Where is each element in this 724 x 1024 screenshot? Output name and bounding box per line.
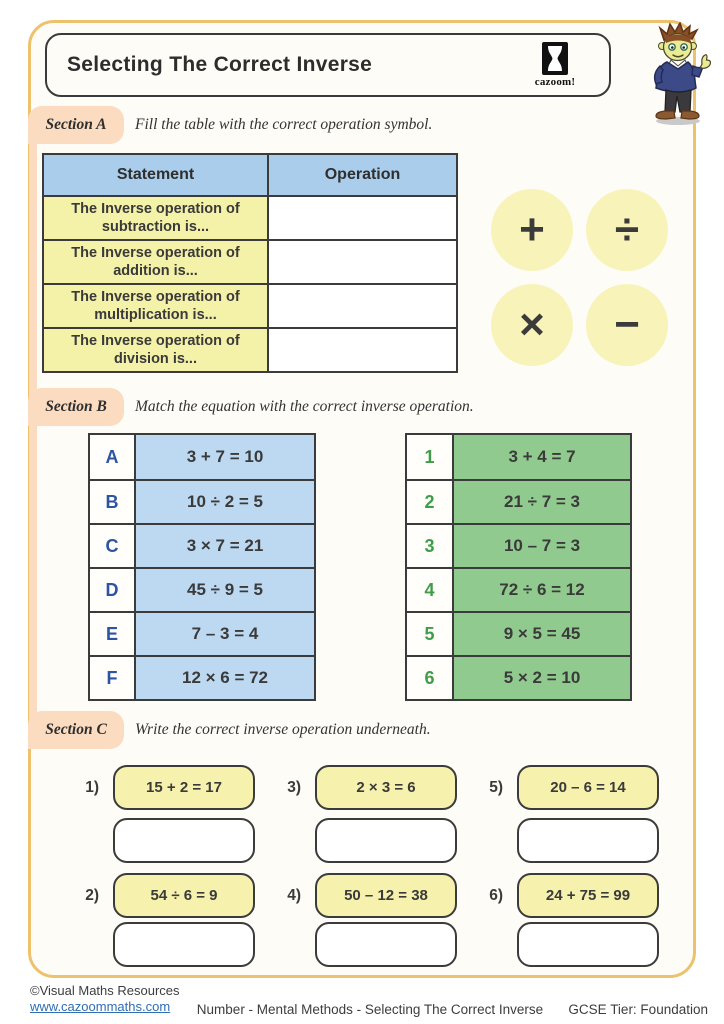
statement-line: The Inverse operation of	[71, 333, 240, 349]
equation-box: 20 – 6 = 14	[517, 765, 659, 810]
equation-row	[407, 435, 630, 479]
statement-line: The Inverse operation of	[71, 245, 240, 261]
equation-text: 45 ÷ 9 = 5	[136, 569, 314, 611]
statement-line: addition is...	[113, 263, 198, 279]
answer-box[interactable]	[113, 922, 255, 967]
row-number: 4	[407, 569, 454, 611]
equation-text: 10 ÷ 2 = 5	[136, 481, 314, 523]
item-number: 5)	[489, 779, 503, 796]
section-b-instruction: Match the equation with the correct inverse operation.	[135, 398, 474, 415]
statement-line: multiplication is...	[94, 307, 217, 323]
equation-text: 3 × 7 = 21	[136, 525, 314, 567]
title-box	[45, 33, 611, 97]
cazoom-logo	[525, 42, 585, 88]
row-number: 3	[407, 525, 454, 567]
section-b-label: Section B	[28, 388, 124, 426]
equation-text: 21 ÷ 7 = 3	[454, 481, 630, 523]
equation-box: 54 ÷ 6 = 9	[113, 873, 255, 918]
equation-row	[90, 479, 314, 523]
statement-cell	[44, 241, 269, 283]
row-number: 6	[407, 657, 454, 699]
equation-text: 5 × 2 = 10	[454, 657, 630, 699]
equation-row	[90, 523, 314, 567]
row-letter: E	[90, 613, 136, 655]
row-number: 2	[407, 481, 454, 523]
website-link[interactable]: www.cazoommaths.com	[30, 999, 171, 1014]
cazoom-hourglass-icon	[542, 42, 568, 75]
row-letter: F	[90, 657, 136, 699]
equation-row	[90, 435, 314, 479]
cazoom-logo-text: cazoom!	[534, 76, 576, 88]
item-number: 6)	[489, 887, 503, 904]
table-row	[44, 195, 456, 239]
equation-text: 7 – 3 = 4	[136, 613, 314, 655]
equation-row	[407, 611, 630, 655]
operation-table-header	[44, 155, 456, 195]
section-c-instruction: Write the correct inverse operation underneath.	[135, 721, 431, 738]
equation-text: 3 + 7 = 10	[136, 435, 314, 479]
answer-box[interactable]	[315, 818, 457, 863]
answer-box[interactable]	[517, 818, 659, 863]
row-number: 5	[407, 613, 454, 655]
row-number: 1	[407, 435, 454, 479]
statement-header: Statement	[44, 155, 269, 195]
operation-table	[42, 153, 458, 373]
section-a-label: Section A	[28, 106, 124, 144]
statement-cell	[44, 329, 269, 371]
table-row	[44, 239, 456, 283]
equation-row	[90, 655, 314, 699]
answer-box[interactable]	[517, 922, 659, 967]
equation-text: 9 × 5 = 45	[454, 613, 630, 655]
equation-row	[90, 611, 314, 655]
minus-symbol-circle: −	[586, 284, 668, 366]
mascot-character	[636, 22, 722, 126]
page-title: Selecting The Correct Inverse	[67, 53, 373, 76]
item-number: 4)	[287, 887, 301, 904]
equation-row	[407, 479, 630, 523]
multiply-symbol-circle: ×	[491, 284, 573, 366]
equation-text: 10 – 7 = 3	[454, 525, 630, 567]
operation-answer-cell[interactable]	[269, 285, 456, 327]
equation-row	[90, 567, 314, 611]
left-accent-strip	[29, 122, 37, 748]
item-number: 3)	[287, 779, 301, 796]
equation-row	[407, 655, 630, 699]
answer-box[interactable]	[315, 922, 457, 967]
row-letter: A	[90, 435, 136, 479]
equation-box: 15 + 2 = 17	[113, 765, 255, 810]
answer-box[interactable]	[113, 818, 255, 863]
row-letter: C	[90, 525, 136, 567]
divide-symbol-circle: ÷	[586, 189, 668, 271]
operation-symbol-options	[491, 189, 668, 366]
operation-answer-cell[interactable]	[269, 241, 456, 283]
section-c-label: Section C	[28, 711, 124, 749]
equation-box: 50 – 12 = 38	[315, 873, 457, 918]
equation-row	[407, 523, 630, 567]
operation-header: Operation	[324, 166, 401, 183]
equation-box: 24 + 75 = 99	[517, 873, 659, 918]
gcse-tier: GCSE Tier: Foundation	[568, 1002, 708, 1017]
section-a-instruction: Fill the table with the correct operation symbol.	[135, 116, 433, 133]
equation-text: 12 × 6 = 72	[136, 657, 314, 699]
statement-line: The Inverse operation of	[71, 289, 240, 305]
equation-table-left	[88, 433, 316, 701]
equation-text: 3 + 4 = 7	[454, 435, 630, 479]
equation-row	[407, 567, 630, 611]
equation-text: 72 ÷ 6 = 12	[454, 569, 630, 611]
worksheet-topic: Number - Mental Methods - Selecting The Correct Inverse	[196, 1002, 544, 1017]
copyright-text: ©Visual Maths Resources	[30, 983, 180, 998]
equation-table-right	[405, 433, 632, 701]
statement-line: subtraction is...	[101, 219, 210, 235]
equation-box: 2 × 3 = 6	[315, 765, 457, 810]
statement-line: The Inverse operation of	[71, 201, 240, 217]
operation-answer-cell[interactable]	[269, 197, 456, 239]
statement-cell	[44, 285, 269, 327]
statement-line: division is...	[114, 351, 197, 367]
table-row	[44, 327, 456, 371]
item-number: 2)	[85, 887, 99, 904]
operation-answer-cell[interactable]	[269, 329, 456, 371]
row-letter: D	[90, 569, 136, 611]
table-row	[44, 283, 456, 327]
plus-symbol-circle: +	[491, 189, 573, 271]
statement-cell	[44, 197, 269, 239]
row-letter: B	[90, 481, 136, 523]
item-number: 1)	[85, 779, 99, 796]
